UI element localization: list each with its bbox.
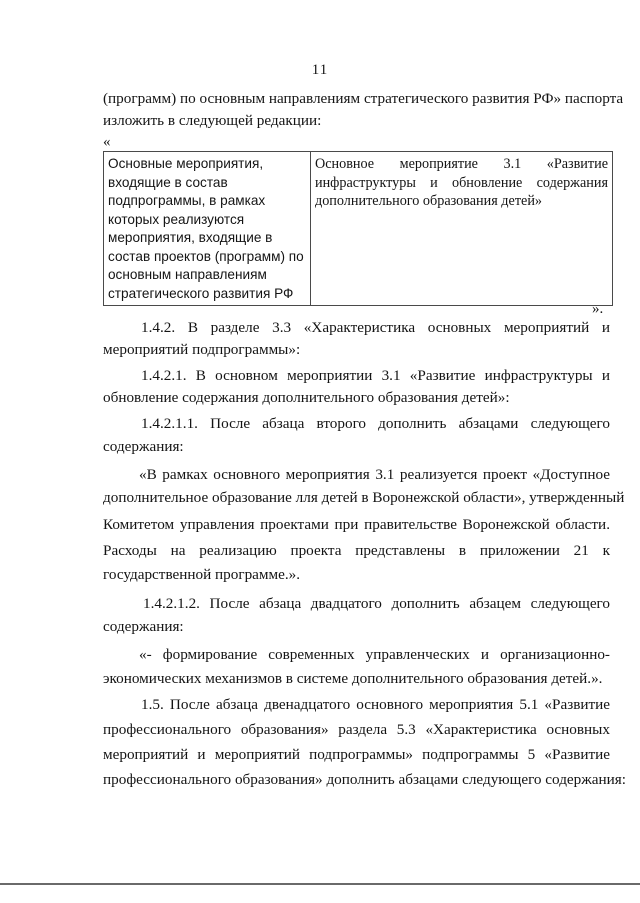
page-number: 11 <box>311 62 329 78</box>
intro-line-2: изложить в следующей редакции: <box>103 112 322 129</box>
paragraph-1-5-line-2: профессионального образования» раздела 5.3 «Характеристика основных <box>103 721 610 738</box>
paragraph-1-4-2-line-1: 1.4.2. В разделе 3.3 «Характеристика основных мероприятий и <box>141 319 610 336</box>
opening-quote-mark: « <box>103 134 111 150</box>
quote-block-line-5: государственной программе.». <box>103 566 301 583</box>
table-cell-label: Основные мероприятия, входящие в состав подпрограммы, в рамках которых реализуются мероприятия, входящие в состав проектов (программ) по основным направлениям стратегического развития РФ <box>104 152 311 306</box>
quote-block-line-3: Комитетом управления проектами при правительстве Воронежской области. <box>103 516 610 533</box>
quote-block-2-line-1: «- формирование современных управленческих и организационно- <box>139 646 610 663</box>
paragraph-1-4-2-1-line-2: обновление содержания дополнительного образования детей»: <box>103 389 510 406</box>
paragraph-1-4-2-line-2: мероприятий подпрограммы»: <box>103 341 301 358</box>
paragraph-1-4-2-1-1-line-2: содержания: <box>103 438 184 455</box>
paragraph-1-5-line-4: профессионального образования» дополнить абзацами следующего содержания: <box>103 771 626 788</box>
paragraph-1-4-2-1-1-line-1: 1.4.2.1.1. После абзаца второго дополнить абзацами следующего <box>141 415 610 432</box>
intro-line-1: (программ) по основным направлениям стратегического развития РФ» паспорта <box>103 90 624 107</box>
paragraph-1-4-2-1-2-line-1: 1.4.2.1.2. После абзаца двадцатого дополнить абзацем следующего <box>143 595 610 612</box>
paragraph-1-5-line-3: мероприятий и мероприятий подпрограммы» подпрограммы 5 «Развитие <box>103 746 610 763</box>
scan-bottom-edge-divider <box>0 883 640 885</box>
passport-table <box>103 151 613 306</box>
closing-quote-mark: ». <box>592 301 604 317</box>
quote-block-line-4: Расходы на реализацию проекта представлены в приложении 21 к <box>103 542 610 559</box>
table-cell-value: Основное мероприятие 3.1 «Развитие инфраструктуры и обновление содержания дополнительного образования детей» <box>311 152 613 306</box>
paragraph-1-4-2-1-line-1: 1.4.2.1. В основном мероприятии 3.1 «Развитие инфраструктуры и <box>141 367 610 384</box>
quote-block-line-1: «В рамках основного мероприятия 3.1 реализуется проект «Доступное <box>139 466 610 483</box>
paragraph-1-5-line-1: 1.5. После абзаца двенадцатого основного мероприятия 5.1 «Развитие <box>141 696 610 713</box>
passport-table-row <box>104 152 613 306</box>
paragraph-1-4-2-1-2-line-2: содержания: <box>103 618 184 635</box>
quote-block-2-line-2: экономических механизмов в системе дополнительного образования детей.». <box>103 670 603 687</box>
quote-block-line-2: дополнительное образование лля детей в Воронежской области», утвержденный <box>103 489 625 506</box>
